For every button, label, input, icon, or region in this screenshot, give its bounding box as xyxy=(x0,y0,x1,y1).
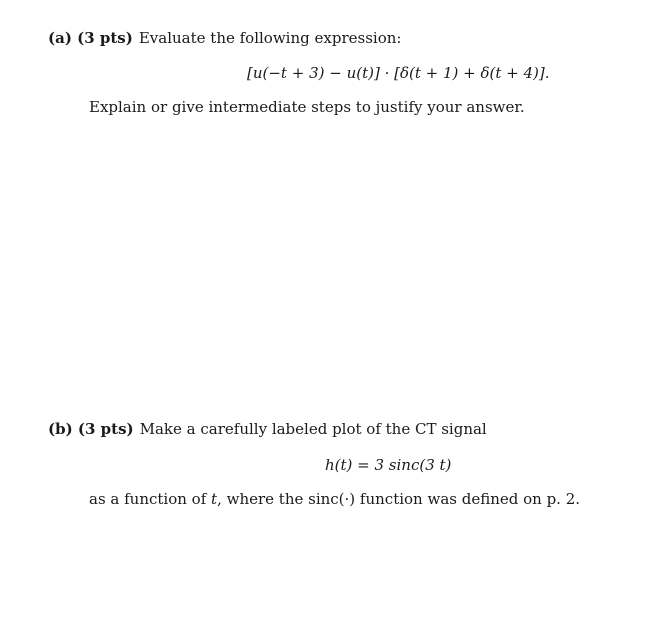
part-b-prompt: Make a carefully labeled plot of the CT signal xyxy=(139,420,487,438)
part-b-description xyxy=(89,490,580,508)
part-a-label: (a) (3 pts) xyxy=(48,29,133,47)
part-b-desc-before: as a function of xyxy=(89,490,212,508)
part-a-header xyxy=(48,29,401,47)
part-a-instruction: Explain or give intermediate steps to justify your answer. xyxy=(89,98,525,116)
part-a-expression: [u(−t + 3) − u(t)] · [δ(t + 1) + δ(t + 4)]. xyxy=(247,64,550,82)
part-b-header xyxy=(48,420,487,438)
part-a-prompt: Evaluate the following expression: xyxy=(138,29,402,47)
part-b-desc-middle: , where the xyxy=(217,490,309,508)
part-b-desc-after: function was defined on p. 2. xyxy=(355,490,581,508)
part-b-desc-func: sinc(·) xyxy=(308,490,356,508)
part-b-desc-var: t xyxy=(211,490,218,508)
part-b-expression: h(t) = 3 sinc(3 t) xyxy=(325,456,452,474)
part-b-label: (b) (3 pts) xyxy=(48,420,134,438)
